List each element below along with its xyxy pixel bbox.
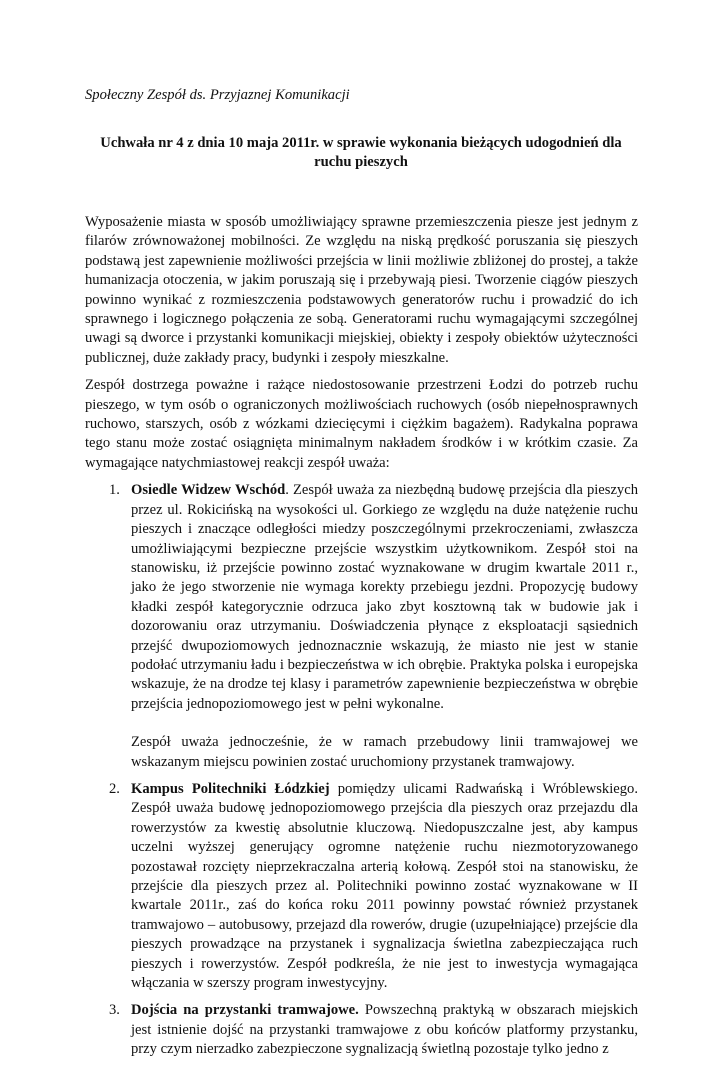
list-item-text — [131, 481, 638, 714]
organization-header: Społeczny Zespół ds. Przyjaznej Komunikacji — [85, 87, 350, 103]
list-item — [85, 481, 638, 772]
intro-paragraph: Wyposażenie miasta w sposób umożliwiający sprawne przemieszczenia piesze jest jednym z filarów zrównoważonej mobilności. Ze względu na niską prędkość poruszania się pieszych podstawą jest zapewnienie możliwości przejścia w linii możliwie zbliżonej do prostej, a także humanizacja otoczenia, w jakim poruszają się i przebywają piesi. Tworzenie ciągów pieszych powinno wynikać z rozmieszczenia podstawowych generatorów ruchu i prowadzić do ich sprawnego i logicznego połączenia ze sobą. Generatorami ruchu wymagającymi szczególnej uwagi są dworce i przystanki komunikacji miejskiej, obiekty i zespoły obiektów użyteczności publicznej, duże zakłady pracy, budynki i zespoły mieszkalne. — [85, 214, 638, 366]
list-item-body: pomiędzy ulicami Radwańską i Wróblewskiego. Zespół uważa budowę jednopoziomowego przejścia dla pieszych oraz przejazdu dla rowerzystów za kwestię absolutnie kluczową. Niedopuszczalne jest, aby kampus uczelni wyższej generujący ogromne natężenie ruchu niezmotoryzowanego pozostawał rozcięty nieprzekraczalna arterią kołową. Zespół stoi na stanowisku, że przejście dla pieszych przez al. Politechniki powinno zostać wyznakowane w II kwartale 2011r., zaś do końca roku 2011 powinny powstać również przystanek tramwajowo – autobusowy, przejazd dla rowerów, drugie (uzupełniające) przejście dla pieszych prowadzące na przystanek i sygnalizacja świetlna zabezpieczająca ruch pieszych i rowerzystów. Zespół podkreśla, że nie jest to inwestycja wymagająca włączania w szerszy program inwestycyjny. — [131, 780, 638, 992]
document-body — [85, 213, 638, 1068]
problem-paragraph: Zespół dostrzega poważne i rażące niedostosowanie przestrzeni Łodzi do potrzeb ruchu pieszego, w tym osób o ograniczonych możliwościach ruchowych (osób niepełnosprawnych ruchowo, starszych, osób z wózkami dziecięcymi i ciężkim bagażem). Radykalna poprawa tego stanu może zostać osiągnięta minimalnym nakładem środków i w krótkim czasie. Za wymagające natychmiastowej reakcji zespół uważa: — [85, 377, 638, 471]
resolution-title — [85, 134, 637, 173]
list-item-number: 1. — [109, 482, 120, 499]
list-item-number: 2. — [109, 780, 120, 797]
list-item — [85, 1001, 638, 1059]
title-line-2: ruchu pieszych — [314, 154, 408, 171]
list-item-text — [131, 780, 638, 993]
list-item-text — [131, 1001, 638, 1059]
demands-list — [85, 481, 638, 1059]
list-item-heading: Dojścia na przystanki tramwajowe. — [131, 1002, 359, 1019]
list-item-heading: Osiedle Widzew Wschód — [131, 482, 286, 499]
list-item — [85, 780, 638, 993]
list-item-number: 3. — [109, 1002, 120, 1019]
title-line-1: Uchwała nr 4 z dnia 10 maja 2011r. w sprawie wykonania bieżących udogodnień dla — [100, 135, 622, 151]
list-item-body: . Zespół uważa za niezbędną budowę przejścia dla pieszych przez ul. Rokicińską na wysokości ul. Gorkiego ze względu na duże natężenie ruchu pieszych i znaczące odległości miedzy poszczególnymi przekroczeniami, zwłaszcza umożliwiającymi bezpieczne przejście wszystkim użytkownikom. Zespół stoi na stanowisku, iż przejście powinno zostać wyznakowane w drugim kwartale 2011 r., jako że jego stworzenie nie wymaga korekty przebiegu jezdni. Propozycję budowy kładki zespół kategorycznie odrzuca jako zbyt kosztowną tak w budowie jak i dozorowaniu oraz utrzymaniu. Doświadczenia płynące z eksploatacji sąsiednich przejść dwupoziomowych jednoznacznie wskazują, że miasto nie jest w stanie podołać utrzymaniu ładu i bezpieczeństwa w ich obrębie. Praktyka polska i europejska wskazuje, że na drodze tej klasy i parametrów zapewnienie bezpieczeństwa w obrębie przejścia jednopoziomowego jest w pełni wykonalne. — [131, 482, 638, 712]
list-item-body: Powszechną praktyką w obszarach miejskich jest istnienie dojść na przystanki tramwajowe z obu końców platformy przystanku, przy czym nierzadko zabezpieczone sygnalizacją świetlną pozostaje tylko jedno z — [131, 1002, 638, 1058]
list-item-heading: Kampus Politechniki Łódzkiej — [131, 780, 330, 797]
list-item-continuation: Zespół uważa jednocześnie, że w ramach przebudowy linii tramwajowej we wskazanym miejscu powinien zostać uruchomiony przystanek tramwajowy. — [131, 734, 638, 770]
